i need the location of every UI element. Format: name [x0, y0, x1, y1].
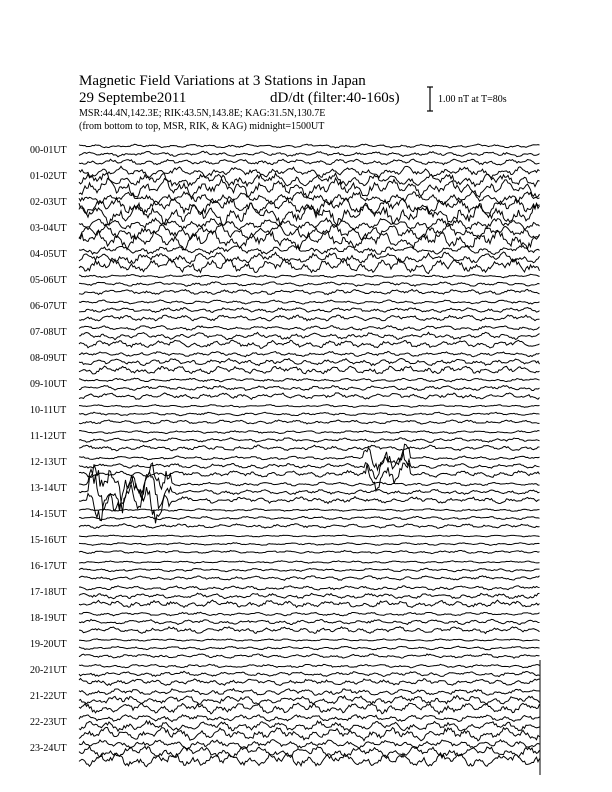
trace-06-07UT-msr [79, 300, 540, 304]
trace-05-06UT-kag [79, 289, 540, 294]
trace-10-11UT-msr [79, 405, 540, 408]
trace-19-20UT-rik [79, 646, 540, 650]
row-label: 16-17UT [30, 561, 67, 572]
trace-20-21UT-rik [79, 671, 540, 676]
row-label: 19-20UT [30, 639, 67, 650]
trace-15-16UT-msr [79, 535, 540, 537]
row-label: 17-18UT [30, 587, 67, 598]
trace-16-17UT-msr [79, 561, 540, 564]
row-label: 11-12UT [30, 431, 67, 442]
row-label: 09-10UT [30, 379, 67, 390]
trace-16-17UT-rik [79, 568, 540, 571]
trace-22-23UT-msr [79, 715, 540, 722]
trace-05-06UT-rik [79, 282, 540, 286]
row-label: 01-02UT [30, 171, 67, 182]
trace-06-07UT-kag [79, 315, 540, 321]
station-order-note: (from bottom to top, MSR, RIK, & KAG) midnight=1500UT [79, 121, 325, 132]
trace-22-23UT-kag [79, 727, 540, 740]
trace-17-18UT-rik [79, 593, 540, 599]
station-coordinates: MSR:44.4N,142.3E; RIK:43.5N,143.8E; KAG:31.5N,130.7E [79, 108, 326, 119]
trace-06-07UT-rik [79, 308, 540, 313]
trace-11-12UT-msr [79, 430, 540, 433]
trace-09-10UT-msr [79, 378, 540, 382]
row-label: 10-11UT [30, 405, 67, 416]
row-label: 18-19UT [30, 613, 67, 624]
row-label: 02-03UT [30, 197, 67, 208]
trace-08-09UT-msr [79, 351, 540, 356]
trace-07-08UT-msr [79, 326, 540, 331]
row-label: 20-21UT [30, 665, 67, 676]
trace-09-10UT-rik [79, 386, 540, 391]
row-label: 23-24UT [30, 743, 67, 754]
trace-09-10UT-kag [79, 393, 540, 399]
trace-00-01UT-rik [79, 151, 540, 157]
row-label: 03-04UT [30, 223, 67, 234]
trace-07-08UT-rik [79, 332, 540, 339]
trace-04-05UT-msr [79, 246, 540, 255]
trace-11-12UT-kag [79, 445, 540, 451]
trace-11-12UT-rik [79, 438, 540, 443]
row-label: 12-13UT [30, 457, 67, 468]
trace-08-09UT-rik [79, 359, 540, 366]
row-label: 04-05UT [30, 249, 67, 260]
row-label: 05-06UT [30, 275, 67, 286]
chart-date: 29 Septembe2011 [79, 90, 187, 106]
trace-18-19UT-rik [79, 619, 540, 624]
scale-bar-label: 1.00 nT at T=80s [438, 94, 507, 105]
trace-17-18UT-msr [79, 586, 540, 590]
trace-22-23UT-rik [79, 721, 540, 731]
row-label: 07-08UT [30, 327, 67, 338]
trace-21-22UT-msr [79, 689, 540, 696]
trace-23-24UT-rik [79, 746, 540, 757]
trace-16-17UT-kag [79, 576, 540, 581]
trace-14-15UT-rik [79, 516, 540, 519]
trace-05-06UT-msr [79, 274, 540, 277]
trace-19-20UT-msr [79, 639, 540, 641]
row-label: 22-23UT [30, 717, 67, 728]
row-label: 13-14UT [30, 483, 67, 494]
trace-14-15UT-msr [79, 509, 540, 512]
trace-15-16UT-rik [79, 543, 540, 546]
row-label: 08-09UT [30, 353, 67, 364]
trace-21-22UT-rik [79, 696, 540, 705]
trace-21-22UT-kag [79, 703, 540, 714]
trace-02-03UT-kag [79, 203, 540, 225]
scale-bar [427, 87, 433, 111]
trace-10-11UT-rik [79, 412, 540, 415]
trace-20-21UT-kag [79, 679, 540, 686]
chart-title: Magnetic Field Variations at 3 Stations in Japan [79, 73, 366, 89]
trace-18-19UT-msr [79, 612, 540, 616]
trace-08-09UT-kag [79, 366, 540, 374]
trace-23-24UT-kag [79, 753, 540, 767]
trace-15-16UT-kag [79, 550, 540, 553]
trace-18-19UT-kag [79, 627, 540, 634]
trace-13-14UT-msr [79, 463, 540, 503]
trace-20-21UT-msr [79, 664, 540, 668]
trace-10-11UT-kag [79, 420, 540, 424]
row-label: 06-07UT [30, 301, 67, 312]
trace-17-18UT-kag [79, 600, 540, 607]
trace-03-04UT-msr [79, 218, 540, 230]
trace-07-08UT-kag [79, 340, 540, 348]
row-label: 21-22UT [30, 691, 67, 702]
chart-quantity: dD/dt (filter:40-160s) [270, 90, 400, 106]
row-label: 14-15UT [30, 509, 67, 520]
trace-00-01UT-kag [79, 159, 540, 165]
trace-00-01UT-msr [79, 144, 540, 148]
row-label: 15-16UT [30, 535, 67, 546]
trace-14-15UT-kag [79, 524, 540, 529]
row-label: 00-01UT [30, 145, 67, 156]
trace-19-20UT-kag [79, 654, 540, 658]
